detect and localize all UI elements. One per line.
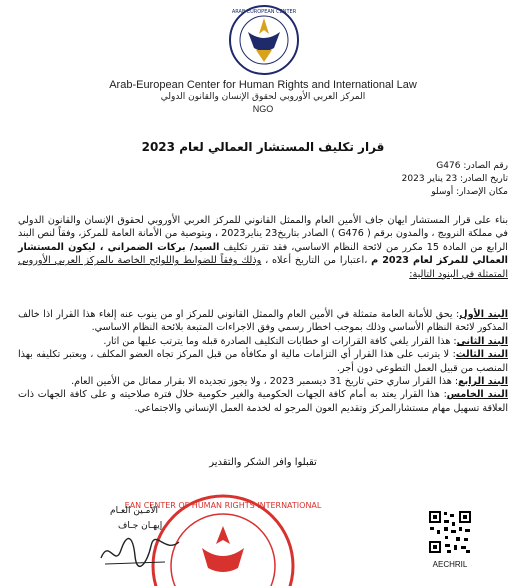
clause-label: البند الخامس [446, 389, 508, 401]
clause-item [18, 335, 508, 348]
document-meta [248, 160, 508, 199]
clause-text: : هذا القرار يعتد به أمام كافة الجهات الحكومية والغير حكومية خلال فترة صلاحيته و على كافة الجهات ذات العلاقة تسهيل مهام مستشارالمركز وتقديم العون المرجو له لخدمة العمل الإنساني والاجتماعي. [18, 389, 508, 414]
clause-item [18, 308, 508, 335]
appointee-statement: السيد/ بركات الضمراني ، ليكون المستشار العمالي للمركز لعام 2023 م [18, 241, 508, 267]
clauses-list [18, 308, 508, 415]
intro-text: بناء على قرار المستشار ايهان جاف الأمين العام والممثل القانوني للمركز العربي الأوروبي لحقوق الإنسان والقانون الدولي في مملكة النرويج ، والمدون برقم ( G476 ) الصادر بتاريخ23 يناير2023 ، وبتوصية من الأمانة العامة للمركز، وفقاً لنص البند الرابع من المادة 15 مكرر من لائحة النظام الاساسي، فقد تقرر تكليف [18, 215, 508, 253]
organization-name-english: Arab-European Center for Human Rights and International Law [109, 79, 417, 91]
clause-item [18, 348, 508, 375]
issue-date-line [248, 173, 508, 186]
reference-number-value: G476 [436, 161, 461, 171]
clause-item [18, 375, 508, 388]
svg-text:EAN CENTER OF HUMAN RIGHTS INT: EAN CENTER OF HUMAN RIGHTS INTERNATIONAL [124, 501, 322, 510]
clause-text: : يحق للأمانة العامة متمثلة في الأمين العام والممثل القانوني للمركز او من ينوب عنه إلغاء هذا القرار اذا خالف المذكور لائحة النظام الأساسي وذلك بموجب اخطار رسمي وفق الاجراءات المتبعة بلائحة النظام الاساسي. [18, 309, 508, 334]
clause-label: البند الثاني [456, 335, 508, 347]
issue-date-value: 23 يناير 2023 [401, 174, 458, 184]
clause-text: : هذا القرار يلغي كافة القرارات او خطابات التكليف الصادرة قبله وما يترتب عليها من اثار. [103, 335, 457, 347]
intro-conditions-text: وذلك وفقاً للضوابط واللوائح الخاصة بالمركز العربي الأوروبي المتمثلة في البنود التالية: [18, 255, 508, 280]
issue-place-value: أوسلو [431, 187, 454, 197]
issue-place-line [248, 186, 508, 199]
signatory-name: إيهـان جـاف [118, 521, 163, 531]
qr-code-label: AECHRIL [432, 560, 468, 569]
organization-type: NGO [252, 104, 274, 114]
clause-label: البند الأول [459, 309, 508, 320]
qr-code-icon [428, 510, 472, 554]
issue-date-label: تاريخ الصادر: [460, 174, 508, 184]
clause-label: البند الرابع [458, 376, 508, 388]
intro-paragraph [18, 214, 508, 281]
handwritten-signature-icon [95, 528, 185, 572]
reference-number-label: رقم الصادر: [463, 161, 508, 171]
organization-logo-icon [228, 4, 300, 76]
clause-text: : لا يترتب على هذا القرار أي التزامات مالية او مكافأة من قبل المركز تجاه العضو المكلف ، ويعتبر تكليفه بهذا المنصب من قبيل العمل التطوعي دون أجر. [18, 349, 508, 374]
document-title: قرار تكليف المستشار العمالي لعام 2023 [141, 140, 385, 154]
reference-number-line [248, 160, 508, 173]
intro-effective-text: ،اعتبارا من التاريخ أعلاه ، [265, 255, 368, 267]
issue-place-label: مكان الإصدار: [456, 187, 508, 197]
clause-text: : هذا القرار ساري حتي تاريخ 31 ديسمبر 2023 ، ولا يجوز تجديده الا بقرار مماثل من الأمين العام. [71, 376, 459, 388]
clause-label: البند الثالث [455, 349, 508, 361]
clause-item [18, 388, 508, 415]
signatory-title: الأمـين العـام [110, 506, 159, 516]
closing-line: تقبلوا وافر الشكر والتقدير [209, 457, 317, 468]
svg-text:ARAB EUROPEAN CENTER: ARAB EUROPEAN CENTER [231, 9, 297, 15]
organization-name-arabic: المركز العربي الأوروبي لحقوق الإنسان والقانون الدولي [160, 92, 366, 102]
